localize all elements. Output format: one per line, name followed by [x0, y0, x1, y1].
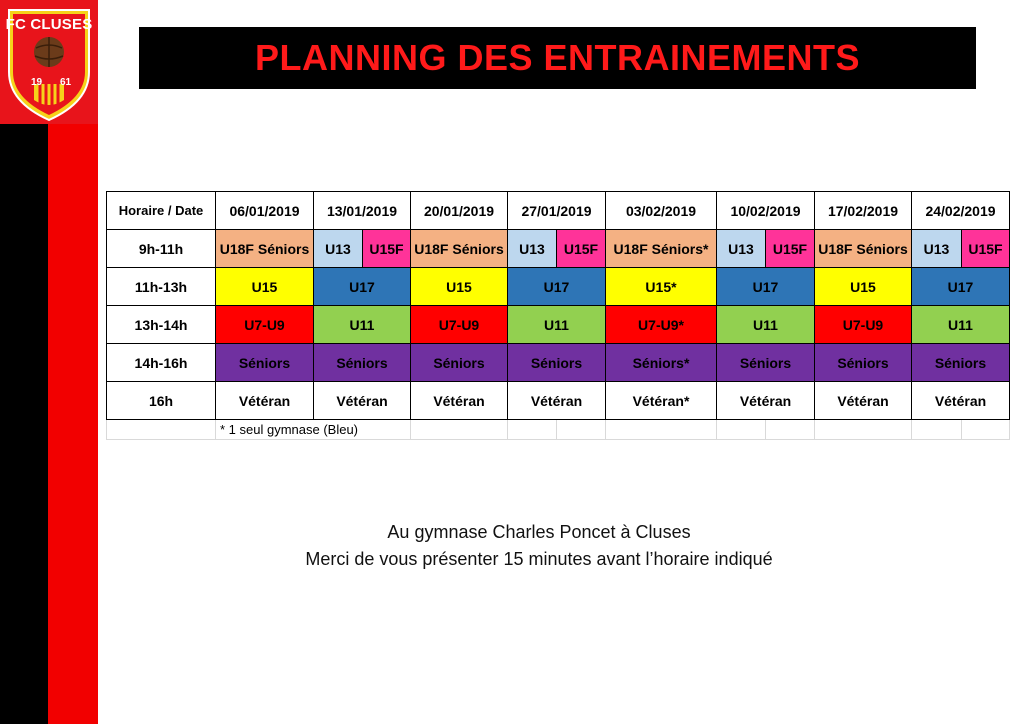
- table-note: * 1 seul gymnase (Bleu): [216, 420, 411, 440]
- club-name: FC CLUSES: [5, 16, 93, 33]
- training-schedule-table: [106, 191, 1010, 440]
- session-cell: U11: [314, 306, 411, 344]
- table-header-row: [107, 192, 1010, 230]
- header-date: 03/02/2019: [606, 192, 717, 230]
- header-horaire-date: Horaire / Date: [107, 192, 216, 230]
- footer-location: Au gymnase Charles Poncet à Cluses: [387, 522, 691, 542]
- empty-cell: [912, 420, 962, 440]
- empty-cell: [766, 420, 815, 440]
- session-cell: Vétéran: [717, 382, 815, 420]
- session-cell: U13: [314, 230, 363, 268]
- header-date: 17/02/2019: [815, 192, 912, 230]
- header-date: 27/01/2019: [508, 192, 606, 230]
- table-row: [107, 306, 1010, 344]
- time-cell: 16h: [107, 382, 216, 420]
- session-cell: Séniors: [815, 344, 912, 382]
- header-date: 10/02/2019: [717, 192, 815, 230]
- session-cell: Vétéran: [912, 382, 1010, 420]
- session-cell: U11: [508, 306, 606, 344]
- session-cell: Vétéran: [508, 382, 606, 420]
- page-title: PLANNING DES ENTRAINEMENTS: [254, 37, 861, 78]
- session-cell: U7-U9: [815, 306, 912, 344]
- session-cell: U13: [912, 230, 962, 268]
- session-cell: Séniors: [912, 344, 1010, 382]
- session-cell: Séniors: [216, 344, 314, 382]
- table-row: [107, 382, 1010, 420]
- session-cell: U15F: [363, 230, 411, 268]
- session-cell: Séniors: [717, 344, 815, 382]
- session-cell: Vétéran: [216, 382, 314, 420]
- footer-info: [139, 519, 939, 573]
- session-cell: U15F: [557, 230, 606, 268]
- header-date: 06/01/2019: [216, 192, 314, 230]
- session-cell: Vétéran*: [606, 382, 717, 420]
- session-cell: Vétéran: [411, 382, 508, 420]
- time-cell: 14h-16h: [107, 344, 216, 382]
- session-cell: Vétéran: [314, 382, 411, 420]
- header-date: 20/01/2019: [411, 192, 508, 230]
- club-year-right: 61: [60, 77, 72, 88]
- session-cell: U15F: [962, 230, 1010, 268]
- session-cell: U15F: [766, 230, 815, 268]
- session-cell: U18F Séniors: [216, 230, 314, 268]
- session-cell: U15: [216, 268, 314, 306]
- table-row: [107, 230, 1010, 268]
- session-cell: Séniors: [508, 344, 606, 382]
- header-date: 24/02/2019: [912, 192, 1010, 230]
- session-cell: U15: [815, 268, 912, 306]
- session-cell: U7-U9: [411, 306, 508, 344]
- empty-cell: [557, 420, 606, 440]
- empty-cell: [107, 420, 216, 440]
- session-cell: U17: [508, 268, 606, 306]
- session-cell: U18F Séniors*: [606, 230, 717, 268]
- session-cell: Vétéran: [815, 382, 912, 420]
- table-note-row: [107, 420, 1010, 440]
- empty-cell: [717, 420, 766, 440]
- session-cell: U17: [912, 268, 1010, 306]
- session-cell: U11: [717, 306, 815, 344]
- session-cell: U17: [314, 268, 411, 306]
- empty-cell: [411, 420, 508, 440]
- session-cell: U11: [912, 306, 1010, 344]
- empty-cell: [606, 420, 717, 440]
- time-cell: 13h-14h: [107, 306, 216, 344]
- session-cell: Séniors*: [606, 344, 717, 382]
- session-cell: U18F Séniors: [411, 230, 508, 268]
- footer-instruction: Merci de vous présenter 15 minutes avant l’horaire indiqué: [305, 549, 773, 569]
- session-cell: Séniors: [314, 344, 411, 382]
- header-date: 13/01/2019: [314, 192, 411, 230]
- session-cell: U15: [411, 268, 508, 306]
- table-row: [107, 344, 1010, 382]
- session-cell: U7-U9*: [606, 306, 717, 344]
- club-logo: [0, 0, 98, 124]
- empty-cell: [508, 420, 557, 440]
- session-cell: U18F Séniors: [815, 230, 912, 268]
- club-year-left: 19: [31, 77, 43, 88]
- empty-cell: [962, 420, 1010, 440]
- session-cell: U15*: [606, 268, 717, 306]
- session-cell: U7-U9: [216, 306, 314, 344]
- time-cell: 11h-13h: [107, 268, 216, 306]
- session-cell: U13: [717, 230, 766, 268]
- session-cell: U17: [717, 268, 815, 306]
- session-cell: Séniors: [411, 344, 508, 382]
- session-cell: U13: [508, 230, 557, 268]
- empty-cell: [815, 420, 912, 440]
- table-row: [107, 268, 1010, 306]
- time-cell: 9h-11h: [107, 230, 216, 268]
- title-banner: [139, 27, 976, 89]
